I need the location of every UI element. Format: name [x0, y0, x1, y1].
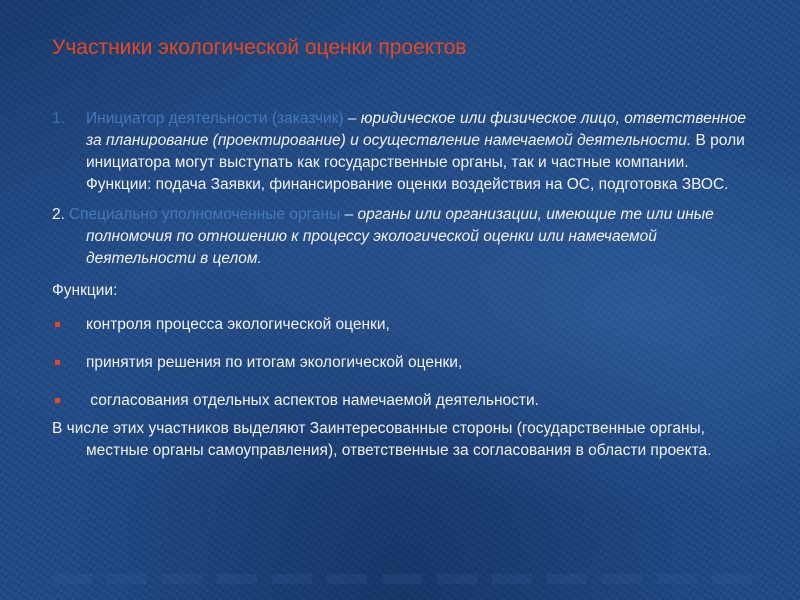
closing-paragraph: [52, 418, 752, 462]
footer-decoration: [52, 574, 752, 584]
closing-text: В числе этих участников выделяют Заинтересованные стороны (государственные органы, местные органы самоуправления), ответственные за согласования в области проекта.: [52, 420, 712, 459]
square-bullet-icon: [55, 398, 60, 403]
item-number: 1.: [52, 110, 65, 127]
slide-title: Участники экологической оценки проектов: [52, 36, 467, 59]
initiator-definition: – юридическое или физическое лицо, ответственное за планирование (проектирование) и осуществление намечаемой деятельности.: [86, 110, 747, 149]
authorities-definition: – органы или организации, имеющие те или иные полномочия по отношению к процессу экологической оценки или намечаемой деятельности в целом.: [86, 206, 714, 267]
function-bullet: [52, 390, 752, 412]
initiator-description: В роли инициатора могут выступать как государственные органы, так и частные компании. Функции: подача Заявки, финансирование оценки воздействия на ОС, подготовка ЗВОС.: [86, 132, 745, 193]
participant-item-authorities: [52, 204, 752, 270]
function-bullet: [52, 352, 752, 374]
function-bullet-text: принятия решения по итогам экологической оценки,: [86, 354, 463, 371]
square-bullet-icon: [55, 360, 60, 365]
participant-item-initiator: [52, 108, 752, 196]
functions-label: Функции:: [52, 282, 118, 299]
slide-content: [52, 108, 752, 470]
authorities-term: Специально уполномоченные органы: [68, 206, 341, 223]
initiator-term: Инициатор деятельности (заказчик): [86, 110, 344, 127]
function-bullet-text: согласования отдельных аспектов намечаемой деятельности.: [86, 392, 539, 409]
function-bullet-text: контроля процесса экологической оценки,: [86, 316, 390, 333]
function-bullet: [52, 314, 752, 336]
square-bullet-icon: [55, 322, 60, 327]
item-number: 2.: [52, 206, 65, 223]
